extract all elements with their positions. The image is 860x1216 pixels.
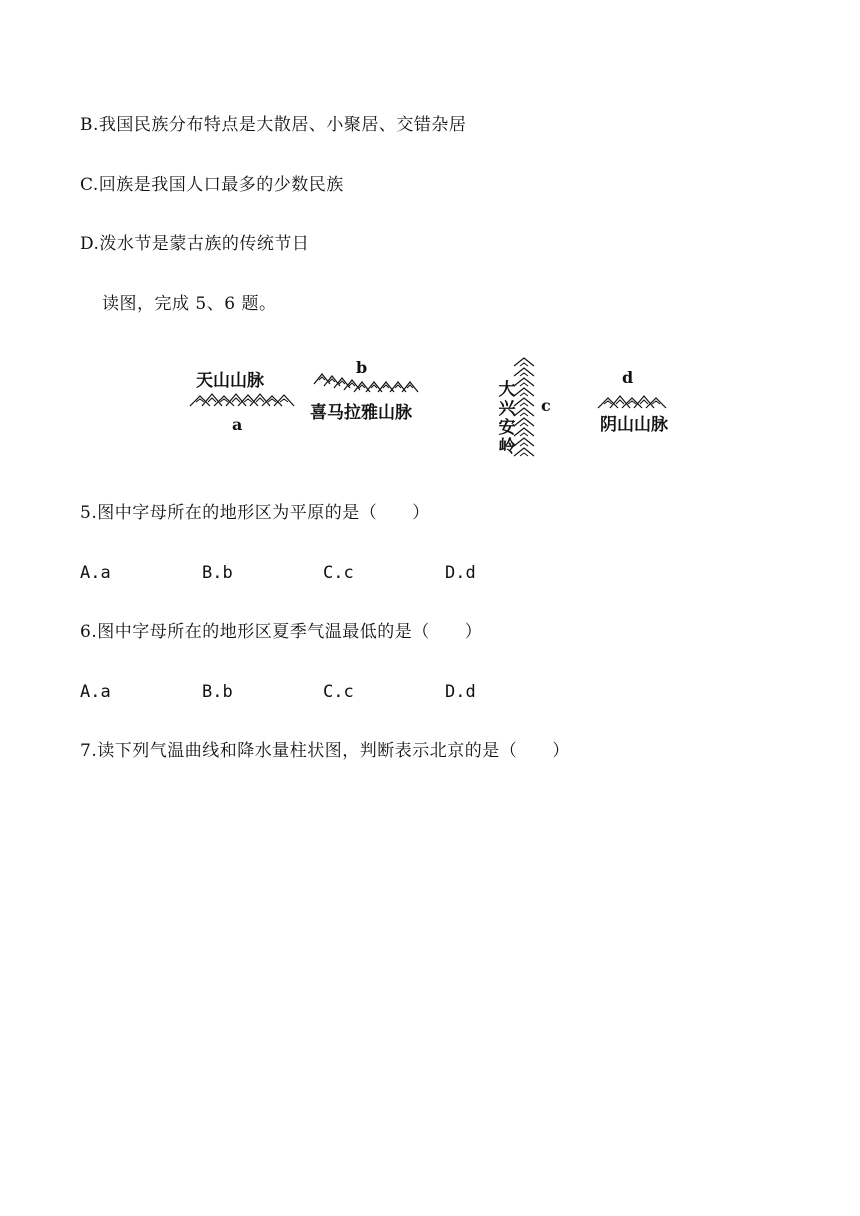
label-daxinganling: 大兴安岭 — [498, 380, 516, 457]
intro-text: 读图，完成 5、6 题。 — [102, 294, 277, 314]
label-yinshan: 阴山山脉 — [600, 415, 668, 435]
letter-d: d — [622, 368, 634, 387]
option-q4-b: B.我国民族分布特点是大散居、小聚居、交错杂居 — [80, 115, 467, 135]
q6-option-a[interactable]: A.a — [80, 682, 111, 702]
q5-option-a[interactable]: A.a — [80, 563, 111, 583]
q5-option-c[interactable]: C.c — [323, 563, 354, 583]
label-himalaya: 喜马拉雅山脉 — [310, 403, 412, 423]
letter-b: b — [356, 358, 368, 377]
tianshan-mountain-icon — [190, 390, 300, 410]
question-5-stem: 5.图中字母所在的地形区为平原的是（ ） — [80, 503, 430, 523]
label-tianshan: 天山山脉 — [196, 371, 264, 391]
q5-option-d[interactable]: D.d — [445, 563, 476, 583]
q5-option-b[interactable]: B.b — [202, 563, 233, 583]
q6-option-c[interactable]: C.c — [323, 682, 354, 702]
letter-c: c — [541, 396, 551, 415]
himalaya-mountain-icon — [314, 370, 424, 396]
question-7-stem: 7.读下列气温曲线和降水量柱状图，判断表示北京的是（ ） — [80, 741, 570, 761]
option-q4-d: D.泼水节是蒙古族的传统节日 — [80, 234, 310, 254]
letter-a: a — [232, 415, 243, 434]
yinshan-mountain-icon — [598, 392, 670, 412]
q6-option-b[interactable]: B.b — [202, 682, 233, 702]
option-q4-c: C.回族是我国人口最多的少数民族 — [80, 175, 344, 195]
question-6-stem: 6.图中字母所在的地形区夏季气温最低的是（ ） — [80, 622, 483, 642]
q6-option-d[interactable]: D.d — [445, 682, 476, 702]
mountain-figure — [0, 350, 860, 465]
